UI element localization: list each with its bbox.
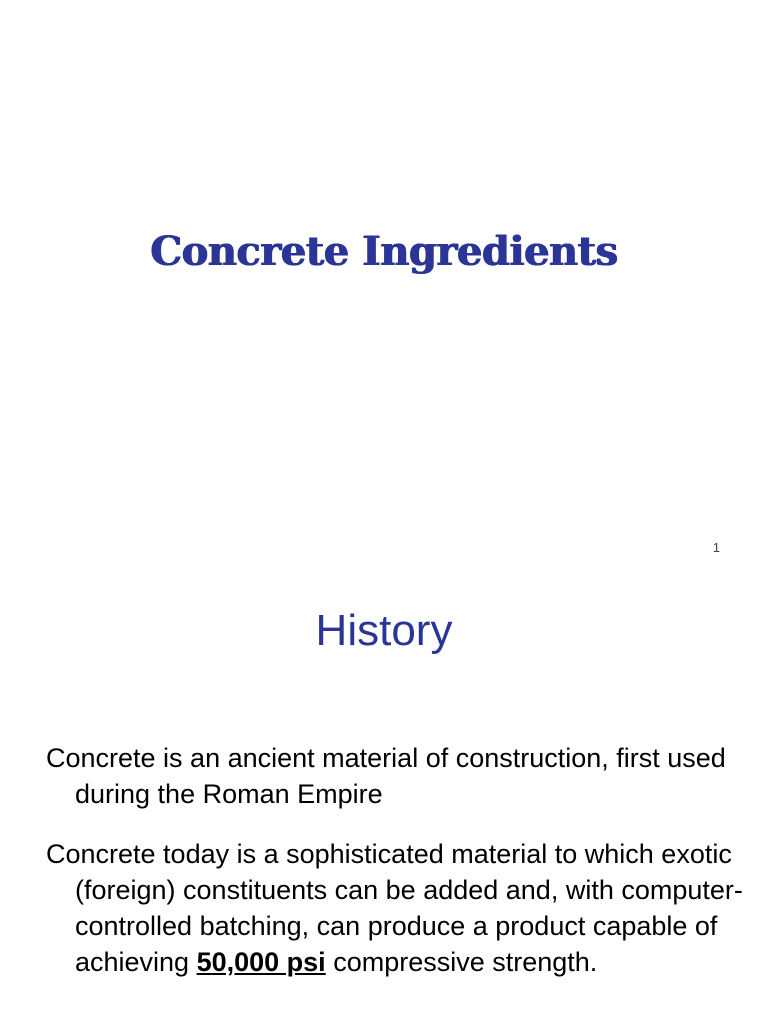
slide-2 xyxy=(0,576,768,1024)
slide-title: Concrete Ingredients xyxy=(150,228,618,275)
page-number: 1 xyxy=(712,540,720,555)
bullet-text: Concrete today is a sophisticated material to which exotic (foreign) constituents can be added and, with computer-controlled batching, can produce a product capable of achieving xyxy=(46,839,743,977)
bullet-text: compressive strength. xyxy=(325,947,598,977)
slide-title: History xyxy=(315,606,453,655)
bullet-text: Concrete is an ancient material of construction, first used during the Roman Empire xyxy=(46,743,726,809)
bullet-item xyxy=(46,836,746,980)
emphasized-value: 50,000 psi xyxy=(196,947,326,977)
bullet-item xyxy=(46,740,746,812)
bullet-list xyxy=(46,740,746,1004)
